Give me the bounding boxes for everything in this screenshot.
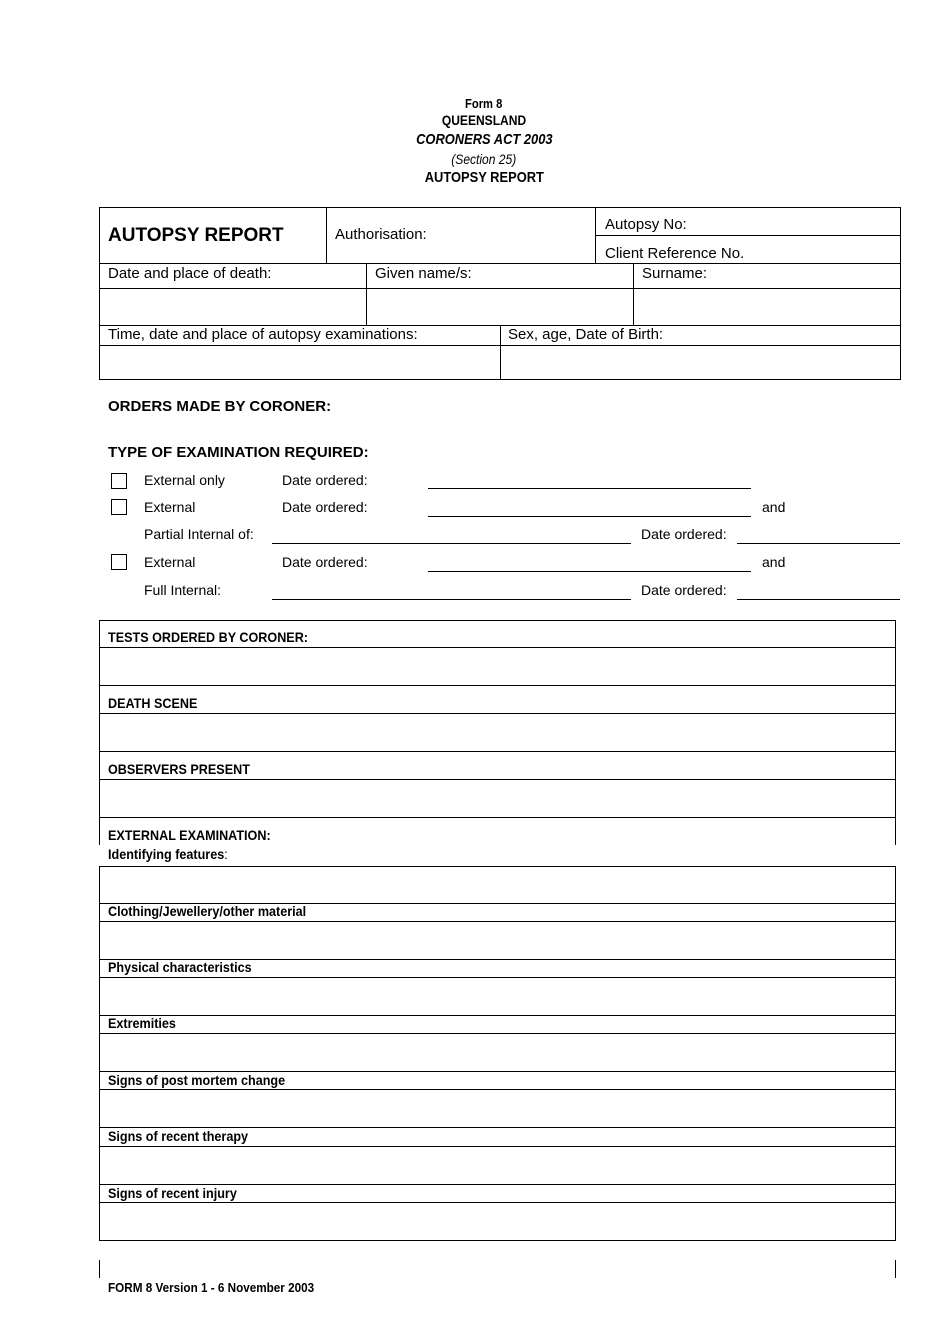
post-mortem-heading: Signs of post mortem change [108, 1072, 286, 1088]
state-name: QUEENSLAND [441, 112, 527, 128]
footer-margin-mark [99, 1260, 100, 1278]
partial-internal-label: Partial Internal of: [144, 526, 254, 542]
partial-internal-line[interactable] [272, 543, 631, 544]
identifying-features-field[interactable] [102, 869, 892, 901]
observers-present-field[interactable] [102, 782, 892, 815]
identifying-features-heading: Identifying features: [108, 846, 228, 862]
full-internal-checkbox[interactable] [111, 554, 127, 570]
type-of-examination-heading: TYPE OF EXAMINATION REQUIRED: [108, 444, 369, 461]
date-ordered-label: Date ordered: [641, 526, 727, 542]
authorisation-label: Authorisation: [335, 226, 427, 243]
physical-characteristics-field[interactable] [102, 980, 892, 1013]
autopsy-no-label: Autopsy No: [605, 216, 687, 233]
footer-margin-mark [895, 1260, 896, 1278]
date-place-death-field[interactable] [104, 296, 362, 320]
footer-version: FORM 8 Version 1 - 6 November 2003 [108, 1280, 315, 1295]
act-name: CORONERS ACT 2003 [415, 131, 553, 148]
page-title: AUTOPSY REPORT [424, 169, 544, 186]
full-internal-line[interactable] [272, 599, 631, 600]
recent-injury-heading: Signs of recent injury [108, 1185, 237, 1201]
external-only-label: External only [144, 472, 225, 488]
date-place-death-label: Date and place of death: [108, 265, 272, 282]
external-label: External [144, 499, 196, 515]
and-label: and [762, 499, 786, 515]
tests-ordered-heading: TESTS ORDERED BY CORONER: [108, 629, 308, 645]
extremities-field[interactable] [102, 1036, 892, 1069]
external-only-date-line[interactable] [428, 488, 751, 489]
recent-therapy-heading: Signs of recent therapy [108, 1128, 249, 1144]
recent-injury-field[interactable] [102, 1205, 892, 1238]
sex-age-dob-label: Sex, age, Date of Birth: [508, 326, 664, 343]
date-ordered-label: Date ordered: [282, 499, 368, 515]
extremities-heading: Extremities [108, 1015, 176, 1031]
death-scene-field[interactable] [102, 716, 892, 749]
partial-internal-date-line[interactable] [737, 543, 900, 544]
external-only-checkbox[interactable] [111, 473, 127, 489]
clothing-field[interactable] [102, 924, 892, 957]
clothing-heading: Clothing/Jewellery/other material [108, 903, 307, 919]
sex-age-dob-field[interactable] [505, 350, 897, 374]
death-scene-heading: DEATH SCENE [108, 695, 198, 711]
time-date-place-label: Time, date and place of autopsy examinations: [108, 326, 418, 343]
date-ordered-label: Date ordered: [282, 472, 368, 488]
surname-field[interactable] [638, 296, 896, 320]
given-names-field[interactable] [371, 296, 629, 320]
date-ordered-label: Date ordered: [282, 554, 368, 570]
and-label: and [762, 554, 786, 570]
partial-internal-checkbox[interactable] [111, 499, 127, 515]
partial-external-date-line[interactable] [428, 516, 751, 517]
post-mortem-field[interactable] [102, 1092, 892, 1125]
recent-therapy-field[interactable] [102, 1149, 892, 1182]
form-number: Form 8 [465, 96, 503, 111]
tests-ordered-field[interactable] [102, 650, 892, 683]
report-title: AUTOPSY REPORT [108, 225, 284, 246]
orders-heading: ORDERS MADE BY CORONER: [108, 398, 332, 415]
full-external-date-line[interactable] [428, 571, 751, 572]
section-reference: (Section 25) [451, 151, 517, 167]
external-label: External [144, 554, 196, 570]
client-reference-label: Client Reference No. [605, 245, 745, 262]
time-date-place-field[interactable] [104, 350, 496, 374]
external-examination-heading: EXTERNAL EXAMINATION: [108, 827, 271, 843]
surname-label: Surname: [642, 265, 708, 282]
physical-characteristics-heading: Physical characteristics [108, 959, 252, 975]
full-internal-date-line[interactable] [737, 599, 900, 600]
full-internal-label: Full Internal: [144, 582, 222, 598]
given-names-label: Given name/s: [375, 265, 472, 282]
date-ordered-label: Date ordered: [641, 582, 727, 598]
observers-present-heading: OBSERVERS PRESENT [108, 761, 250, 777]
